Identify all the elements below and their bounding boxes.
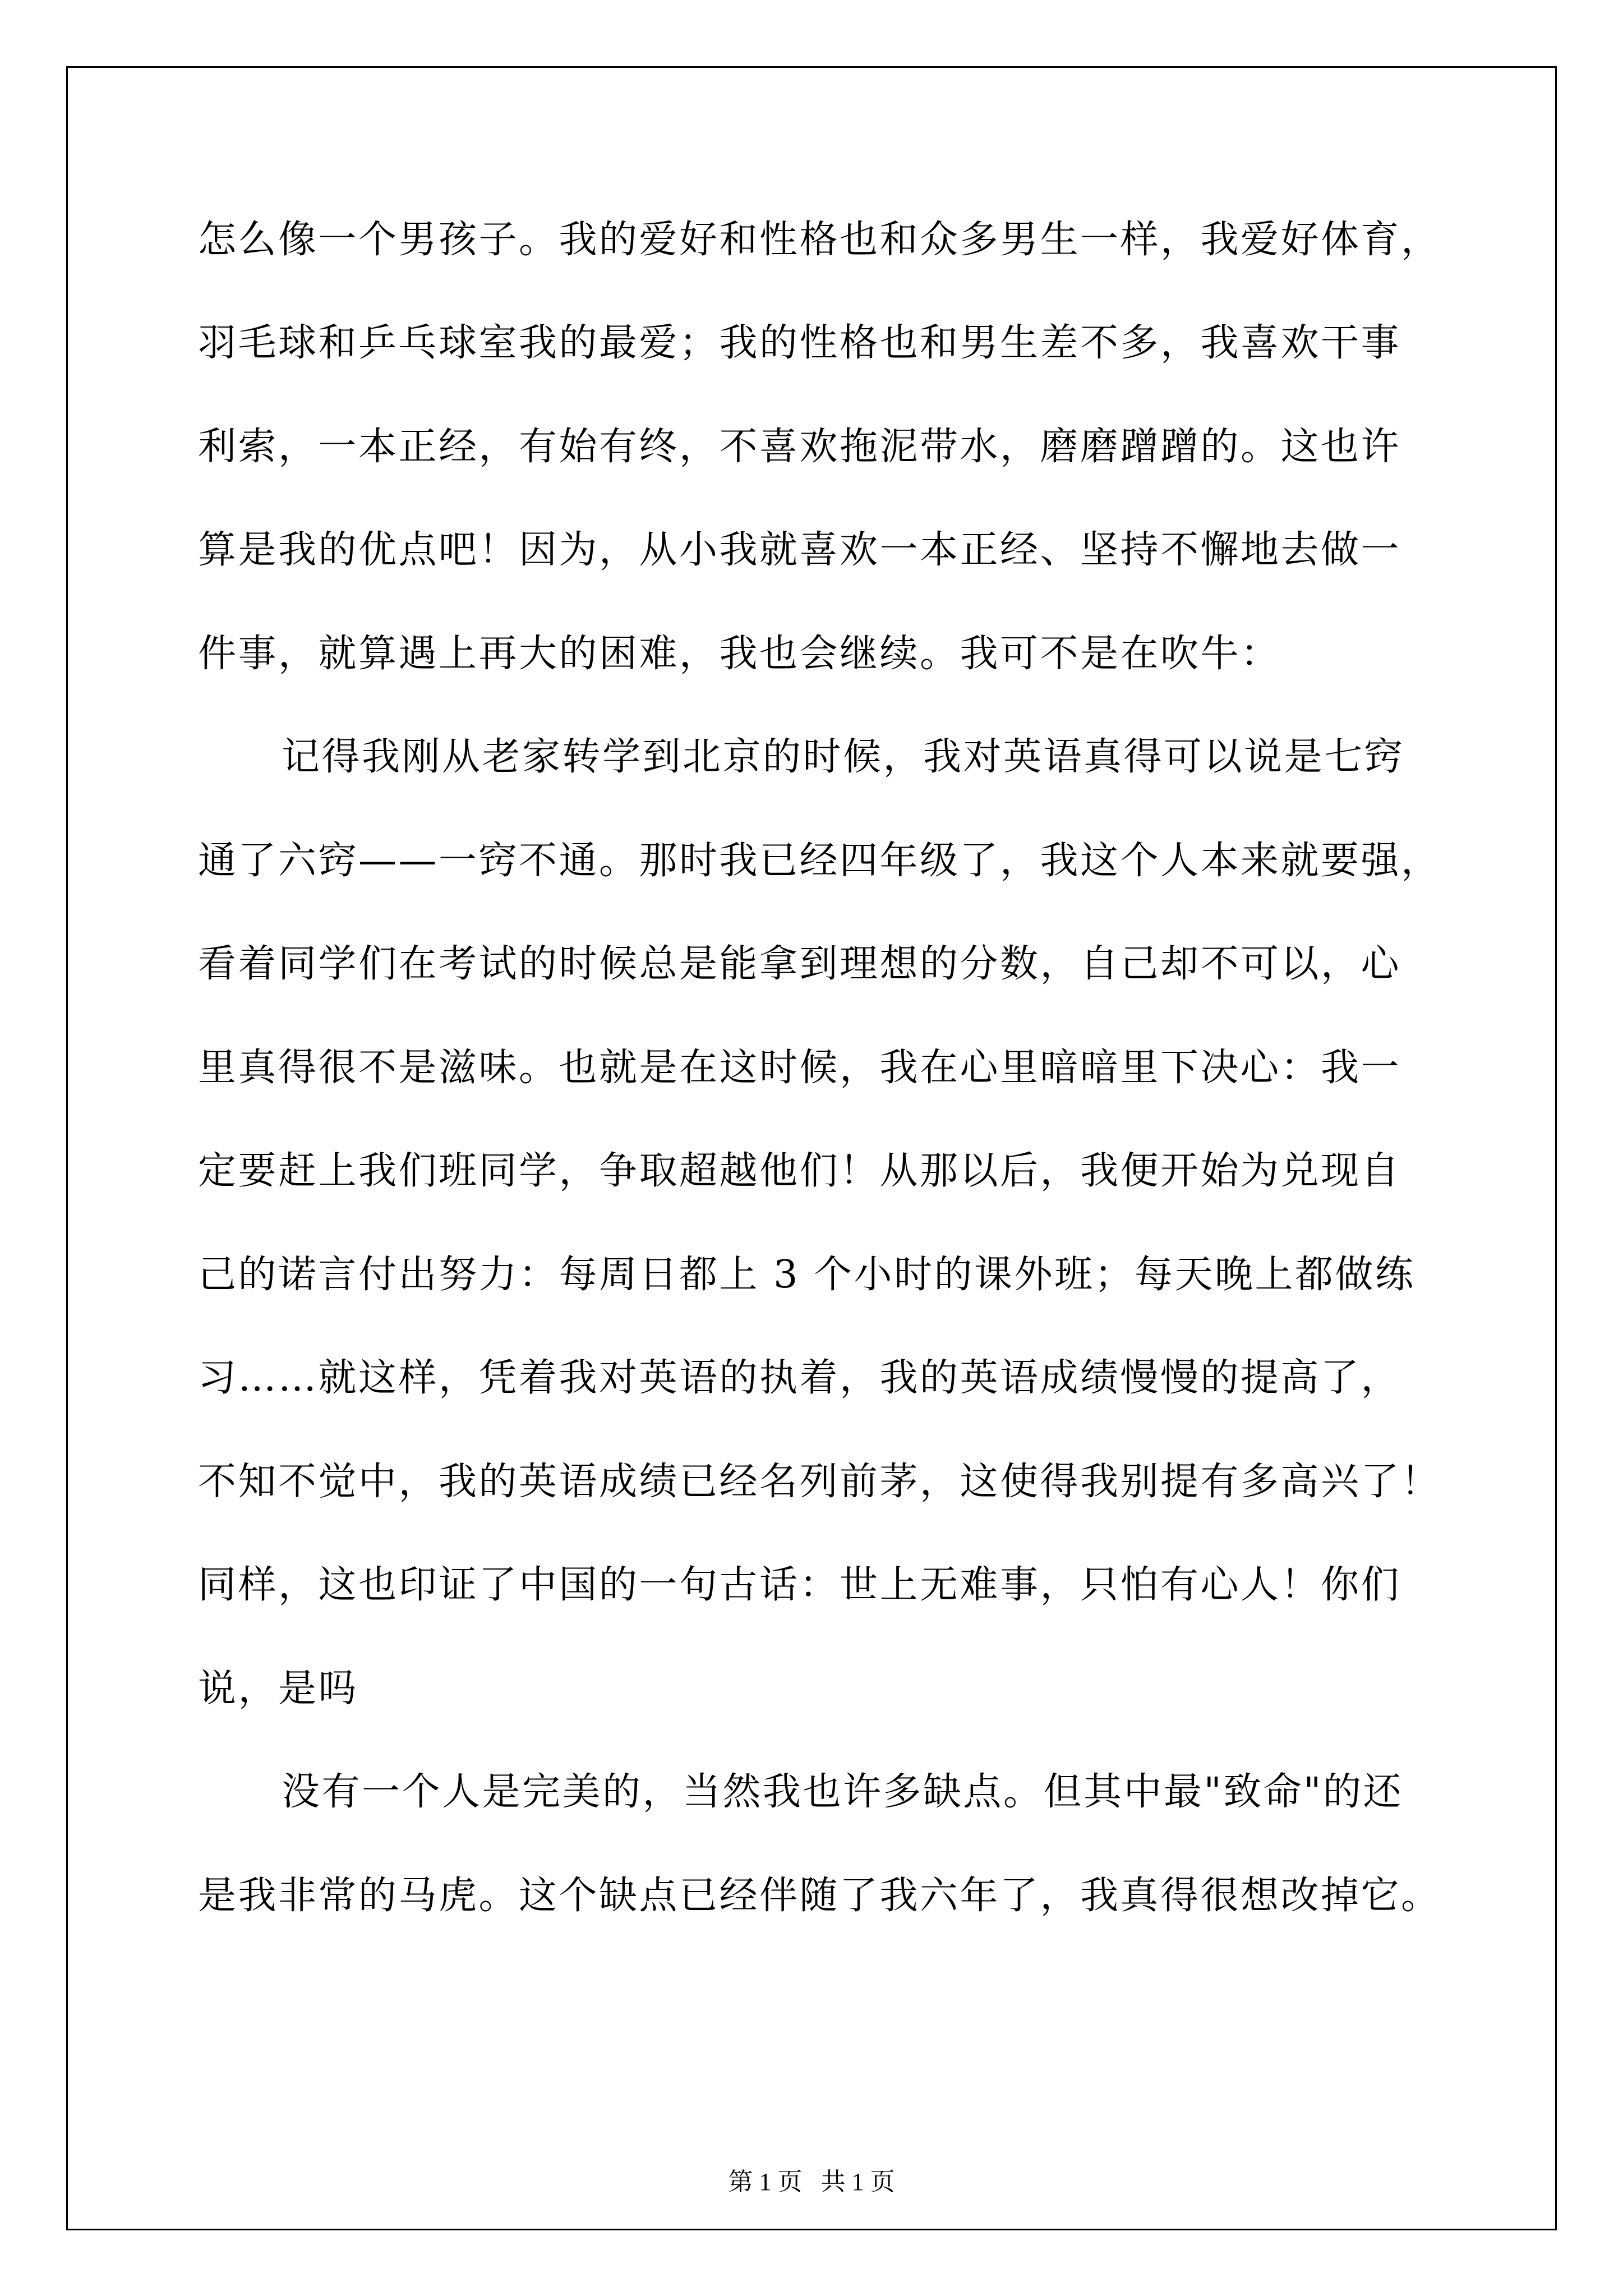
text-line: 通了六窍——一窍不通。那时我已经四年级了，我这个人本来就要强， bbox=[198, 839, 1441, 883]
text-line: 同样，这也印证了中国的一句古话：世上无难事，只怕有心人！你们 bbox=[198, 1563, 1401, 1607]
text-line: 怎么像一个男孩子。我的爱好和性格也和众多男生一样，我爱好体育， bbox=[198, 218, 1441, 262]
page-total: 共 1 页 bbox=[820, 2168, 895, 2196]
page-number: 第 1 页 bbox=[728, 2168, 803, 2196]
page-footer bbox=[0, 2170, 1623, 2194]
text-line: 羽毛球和乒乓球室我的最爱；我的性格也和男生差不多，我喜欢干事 bbox=[198, 321, 1401, 365]
text-line: 看着同学们在考试的时候总是能拿到理想的分数，自己却不可以，心 bbox=[198, 942, 1401, 986]
text-line: 定要赶上我们班同学，争取超越他们！从那以后，我便开始为兑现自 bbox=[198, 1149, 1401, 1193]
text-line: 习……就这样，凭着我对英语的执着，我的英语成绩慢慢的提高了， bbox=[198, 1356, 1401, 1400]
text-line: 件事，就算遇上再大的困难，我也会继续。我可不是在吹牛： bbox=[198, 632, 1281, 676]
text-line: 不知不觉中，我的英语成绩已经名列前茅，这使得我别提有多高兴了！ bbox=[198, 1460, 1441, 1504]
paragraph-first-line: 记得我刚从老家转学到北京的时候，我对英语真得可以说是七窍 bbox=[282, 735, 1405, 779]
text-line: 说，是吗 bbox=[198, 1667, 359, 1711]
text-line: 里真得很不是滋味。也就是在这时候，我在心里暗暗里下决心：我一 bbox=[198, 1046, 1401, 1090]
text-line: 己的诺言付出努力：每周日都上 3 个小时的课外班；每天晚上都做练 bbox=[198, 1253, 1415, 1297]
paragraph-first-line: 没有一个人是完美的，当然我也许多缺点。但其中最"致命"的还 bbox=[282, 1770, 1404, 1814]
text-line: 是我非常的马虎。这个缺点已经伴随了我六年了，我真得很想改掉它。 bbox=[198, 1874, 1441, 1918]
text-line: 算是我的优点吧！因为，从小我就喜欢一本正经、坚持不懈地去做一 bbox=[198, 528, 1401, 572]
text-line: 利索，一本正经，有始有终，不喜欢拖泥带水，磨磨蹭蹭的。这也许 bbox=[198, 425, 1401, 469]
